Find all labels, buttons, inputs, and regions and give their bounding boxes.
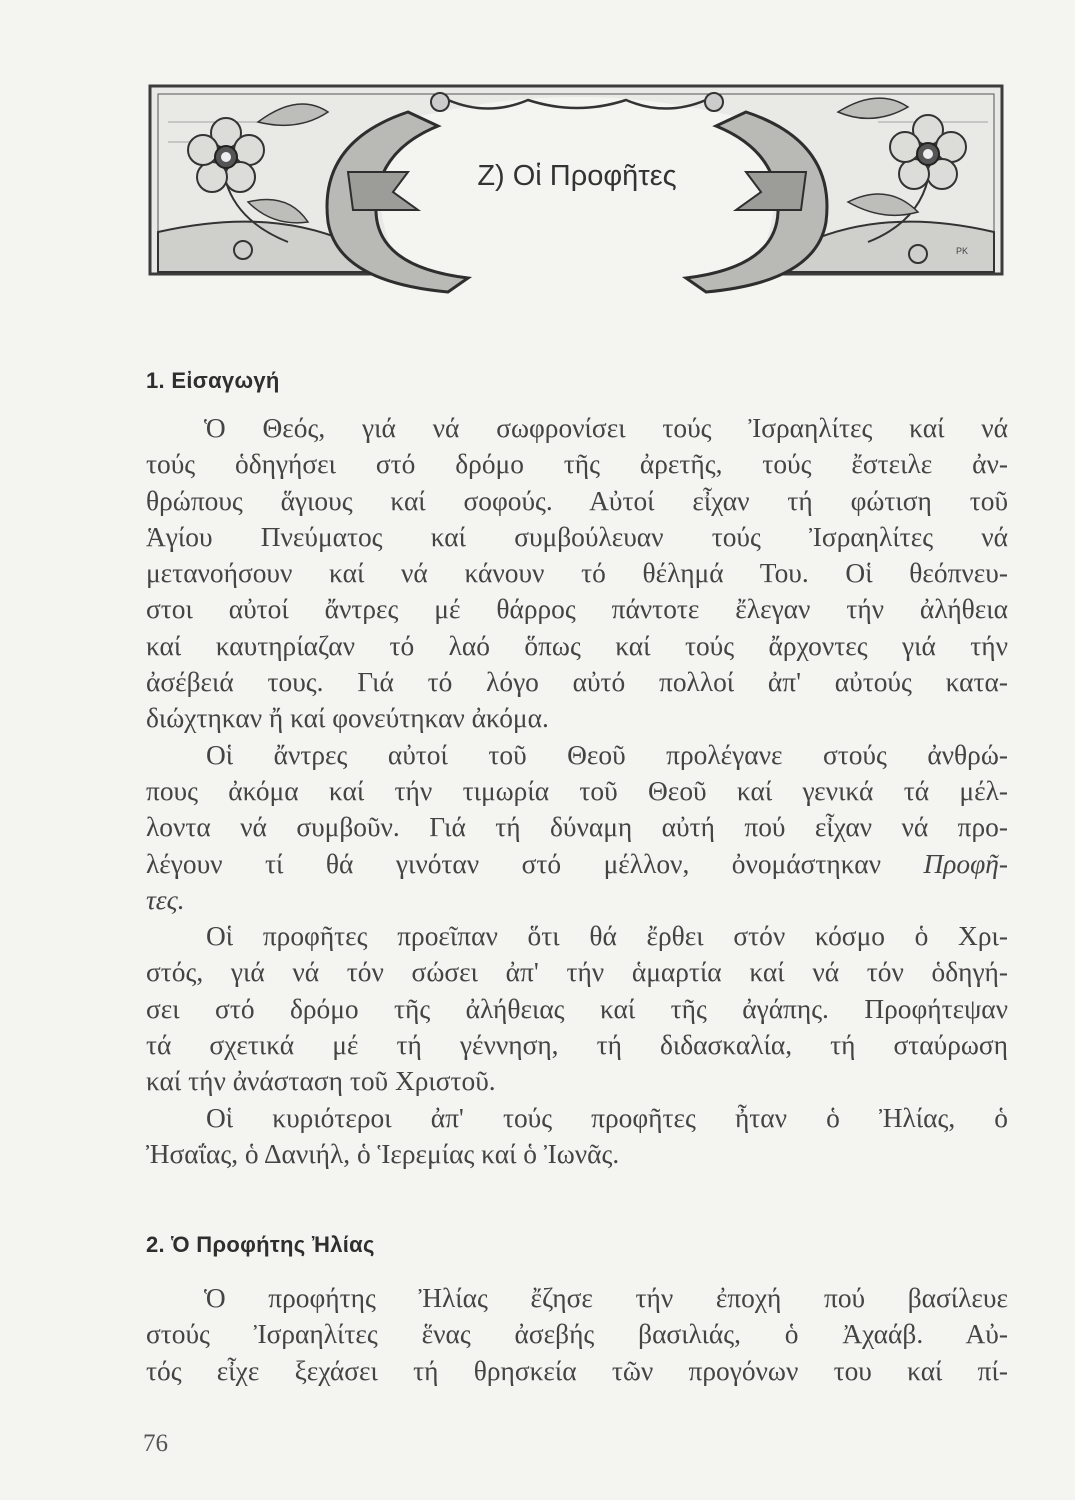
text-line: τες. — [146, 884, 185, 915]
text-line-part: λέγουν τί θά γινόταν στό μέλλον, ὀνομάστηκαν — [146, 848, 881, 879]
text-line: Ὁ προφήτης Ἠλίας ἔζησε τήν ἐποχή πού βασίλευε — [204, 1283, 1008, 1313]
text-line: Ἁγίου Πνεύματος καί συμβούλευαν τούς Ἰσραηλίτες νά — [146, 521, 1008, 552]
text-line — [146, 846, 1008, 882]
text-line: στούς Ἰσραηλίτες ἕνας ἀσεβής βασιλιάς, ὁ Ἀχαάβ. Αὐ- — [146, 1319, 1008, 1350]
text-line: πους ἀκόμα καί τήν τιμωρία τοῦ Θεοῦ καί γενικά τά μέλ- — [146, 775, 1008, 806]
text-line: σει στό δρόμο τῆς ἀλήθειας καί τῆς ἀγάπης. Προφήτεψαν — [146, 993, 1008, 1024]
text-line: Οἱ ἄντρες αὐτοί τοῦ Θεοῦ προλέγανε στούς ἀνθρώ- — [206, 739, 1008, 770]
text-line: τά σχετικά μέ τή γέννηση, τή διδασκαλία, τή σταύρωση — [146, 1030, 1008, 1061]
text-line: τός εἶχε ξεχάσει τή θρησκεία τῶν προγόνων του καί πί- — [146, 1355, 1008, 1386]
text-line: Οἱ κυριότεροι ἀπ' τούς προφῆτες ἦταν ὁ Ἠλίας, ὁ — [206, 1102, 1008, 1133]
text-line: καί καυτηρίαζαν τό λαό ὅπως καί τούς ἄρχοντες γιά τήν — [146, 630, 1008, 661]
text-line: Οἱ προφῆτες προεῖπαν ὅτι θά ἔρθει στόν κόσμο ὁ Χρι- — [206, 921, 1008, 952]
text-line: στός, γιά νά τόν σώσει ἀπ' τήν ἁμαρτία καί νά τόν ὁδηγή- — [146, 957, 1008, 988]
section-body-introduction — [146, 410, 1008, 1172]
text-line: θρώπους ἅγιους καί σοφούς. Αὐτοί εἶχαν τή φώτιση τοῦ — [146, 485, 1008, 516]
text-line: στοι αὐτοί ἄντρες μέ θάρρος πάντοτε ἔλεγαν τήν ἀλήθεια — [146, 594, 1008, 625]
section-body-prophet-elijah — [146, 1280, 1008, 1389]
text-line: λοντα νά συμβοῦν. Γιά τή δύναμη αὐτή πού εἶχαν νά προ- — [146, 812, 1008, 843]
text-line: μετανοήσουν καί νά κάνουν τό θέλημά Του. Οἱ θεόπνευ- — [146, 558, 1008, 589]
header-banner — [148, 82, 1006, 300]
section-heading-prophet-elijah: 2. Ὁ Προφήτης Ἠλίας — [146, 1232, 375, 1257]
chapter-title: Ζ) Οἱ Προφῆτες — [477, 160, 677, 192]
text-line: διώχτηκαν ἤ καί φονεύτηκαν ἀκόμα. — [146, 703, 549, 734]
text-line: Ἠσαΐας, ὁ Δανιήλ, ὁ Ἱερεμίας καί ὁ Ἰωνᾶς. — [146, 1138, 620, 1169]
text-line: ἀσέβειά τους. Γιά τό λόγο αὐτό πολλοί ἀπ' αὐτούς κατα- — [146, 667, 1008, 698]
section-heading-introduction: 1. Εἰσαγωγή — [146, 368, 280, 393]
text-line: τούς ὁδηγήσει στό δρόμο τῆς ἀρετῆς, τούς ἔστειλε ἀν- — [146, 449, 1008, 480]
text-line: καί τήν ἀνάσταση τοῦ Χριστοῦ. — [146, 1066, 496, 1097]
page-number: 76 — [143, 1430, 168, 1457]
emphasized-term: Προφῆ- — [923, 848, 1008, 879]
artist-signature: ΡΚ — [956, 246, 969, 256]
text-line: Ὁ Θεός, γιά νά σωφρονίσει τούς Ἰσραηλίτες καί νά — [204, 413, 1008, 443]
